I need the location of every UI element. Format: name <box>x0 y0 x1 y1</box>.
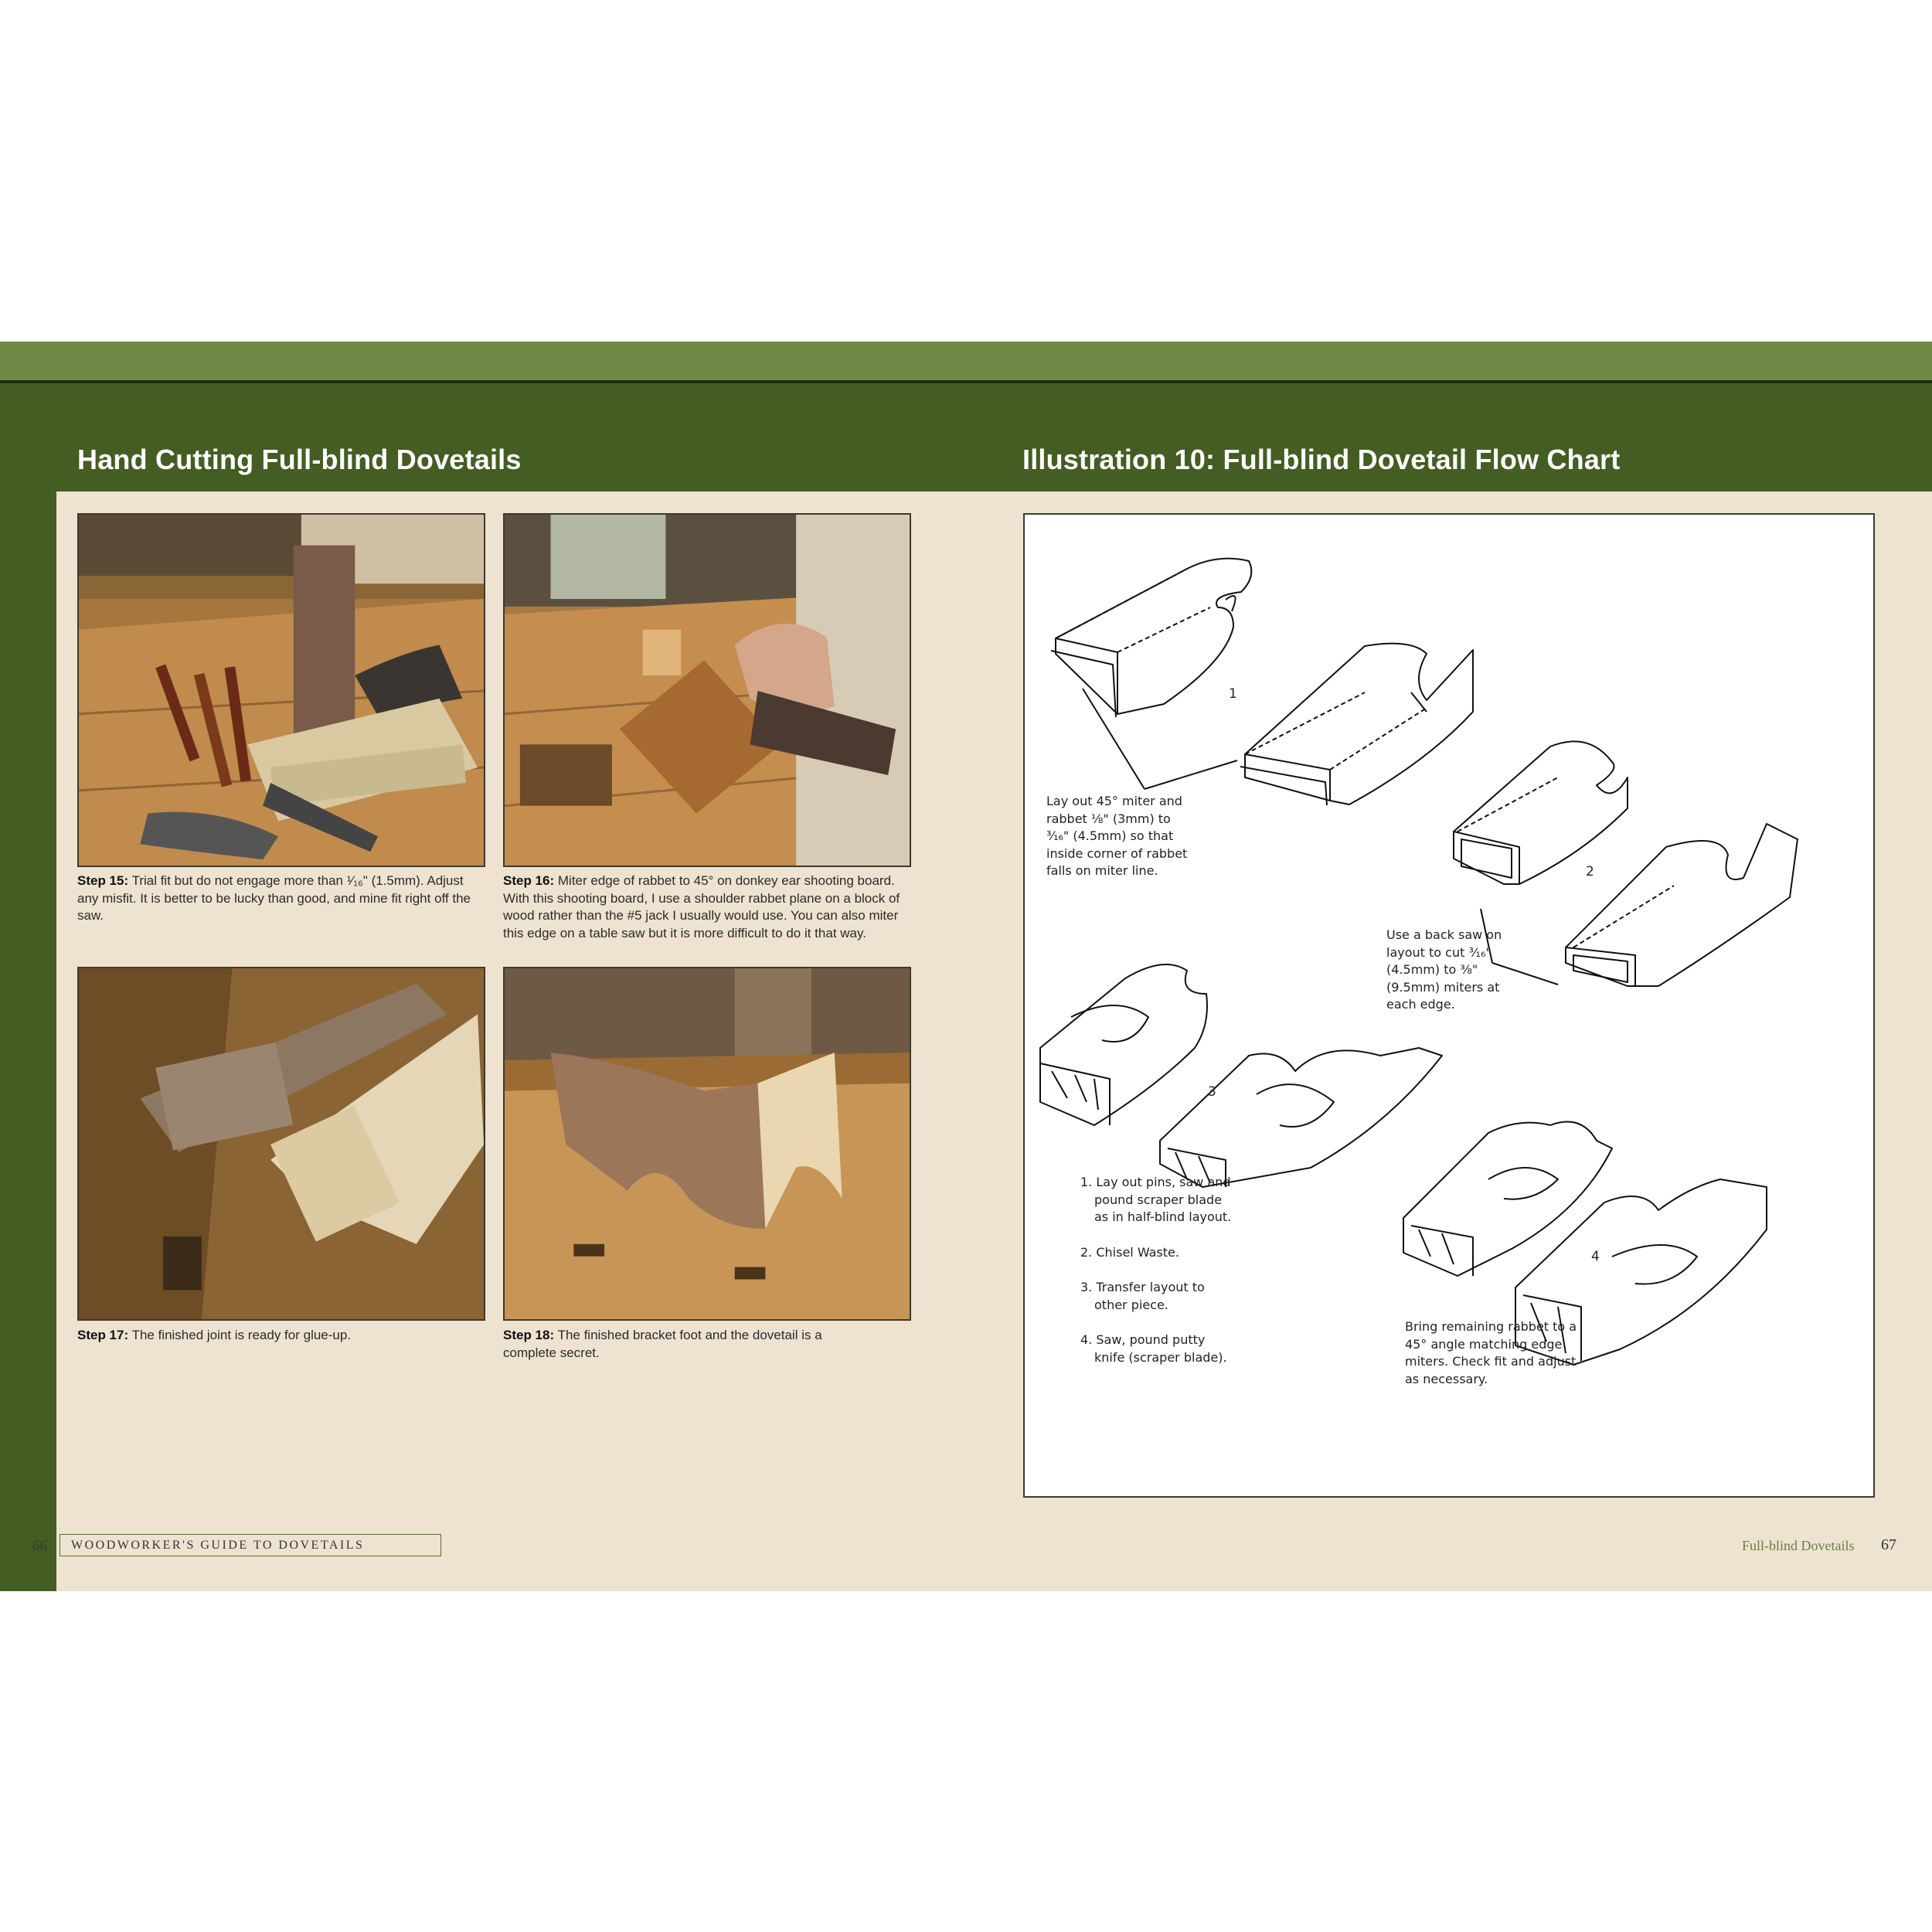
right-page-heading: Illustration 10: Full-blind Dovetail Flow Chart <box>1022 444 1621 475</box>
section-title: Full-blind Dovetails <box>1742 1538 1855 1553</box>
left-margin-bar <box>0 492 56 1591</box>
running-title: WOODWORKER'S GUIDE TO DOVETAILS <box>71 1539 365 1552</box>
note-remaining-rabbet: Bring remaining rabbet to a 45° angle matching edge miters. Check fit and adjust as necessary. <box>1405 1319 1577 1386</box>
top-band <box>0 342 1932 380</box>
list-item: 2. Chisel Waste. <box>1080 1244 1179 1260</box>
caption-step-17 <box>77 1327 479 1345</box>
step-number-2: 2 <box>1586 864 1594 879</box>
step-number-4: 4 <box>1591 1249 1600 1264</box>
photo-step-18 <box>503 967 911 1321</box>
step-number-1: 1 <box>1229 686 1237 702</box>
step-15-label: Step 15: <box>77 873 129 888</box>
step-16-label: Step 16: <box>503 873 555 888</box>
photo-step-15 <box>77 513 485 867</box>
photo-step-16 <box>503 513 911 867</box>
caption-step-15 <box>77 872 479 925</box>
step-15-text: Trial fit but do not engage more than ¹⁄₁₆" (1.5mm). Adjust any misfit. It is better to be lucky than good, and mine fit right off the saw. <box>77 873 471 923</box>
step-16-text: Miter edge of rabbet to 45° on donkey ear shooting board. With this shooting board, I use a shoulder rabbet plane on a block of wood rather than the #5 jack I usually would use. You can also miter this edge on a table saw but it is more difficult to do it that way. <box>503 873 900 940</box>
step-18-text: The finished bracket foot and the dovetail is a complete secret. <box>503 1328 822 1360</box>
list-item: 4. Saw, pound putty knife (scraper blade). <box>1080 1332 1227 1365</box>
procedure-list <box>1080 1174 1235 1384</box>
board-step-3b <box>1160 1048 1442 1187</box>
board-step-1b <box>1240 644 1473 805</box>
photo-step-17 <box>77 967 485 1321</box>
note-miter-layout: Lay out 45° miter and rabbet ⅛" (3mm) to ³⁄₁₆" (4.5mm) so that inside corner of rabbet falls on miter line. <box>1046 794 1188 878</box>
left-page-number: 66 <box>32 1538 47 1554</box>
board-step-2b <box>1566 824 1798 986</box>
left-page-heading: Hand Cutting Full-blind Dovetails <box>77 444 522 475</box>
caption-step-16 <box>503 872 913 942</box>
board-step-1a <box>1051 559 1251 717</box>
step-17-label: Step 17: <box>77 1328 129 1342</box>
right-page-number: 67 <box>1881 1536 1896 1553</box>
list-item: 3. Transfer layout to other piece. <box>1080 1280 1205 1312</box>
note-back-saw: Use a back saw on layout to cut ³⁄₁₆" (4.5mm) to ⅜" (9.5mm) miters at each edge. <box>1386 927 1502 1012</box>
step-number-3: 3 <box>1208 1084 1216 1100</box>
caption-step-18 <box>503 1327 859 1362</box>
board-step-2a <box>1454 741 1628 884</box>
list-item: 1. Lay out pins, saw and pound scraper blade as in half-blind layout. <box>1080 1175 1232 1224</box>
step-18-label: Step 18: <box>503 1328 555 1342</box>
board-step-3a <box>1040 964 1207 1125</box>
flow-chart-illustration <box>1023 513 1875 1498</box>
step-17-text: The finished joint is ready for glue-up. <box>131 1328 352 1342</box>
